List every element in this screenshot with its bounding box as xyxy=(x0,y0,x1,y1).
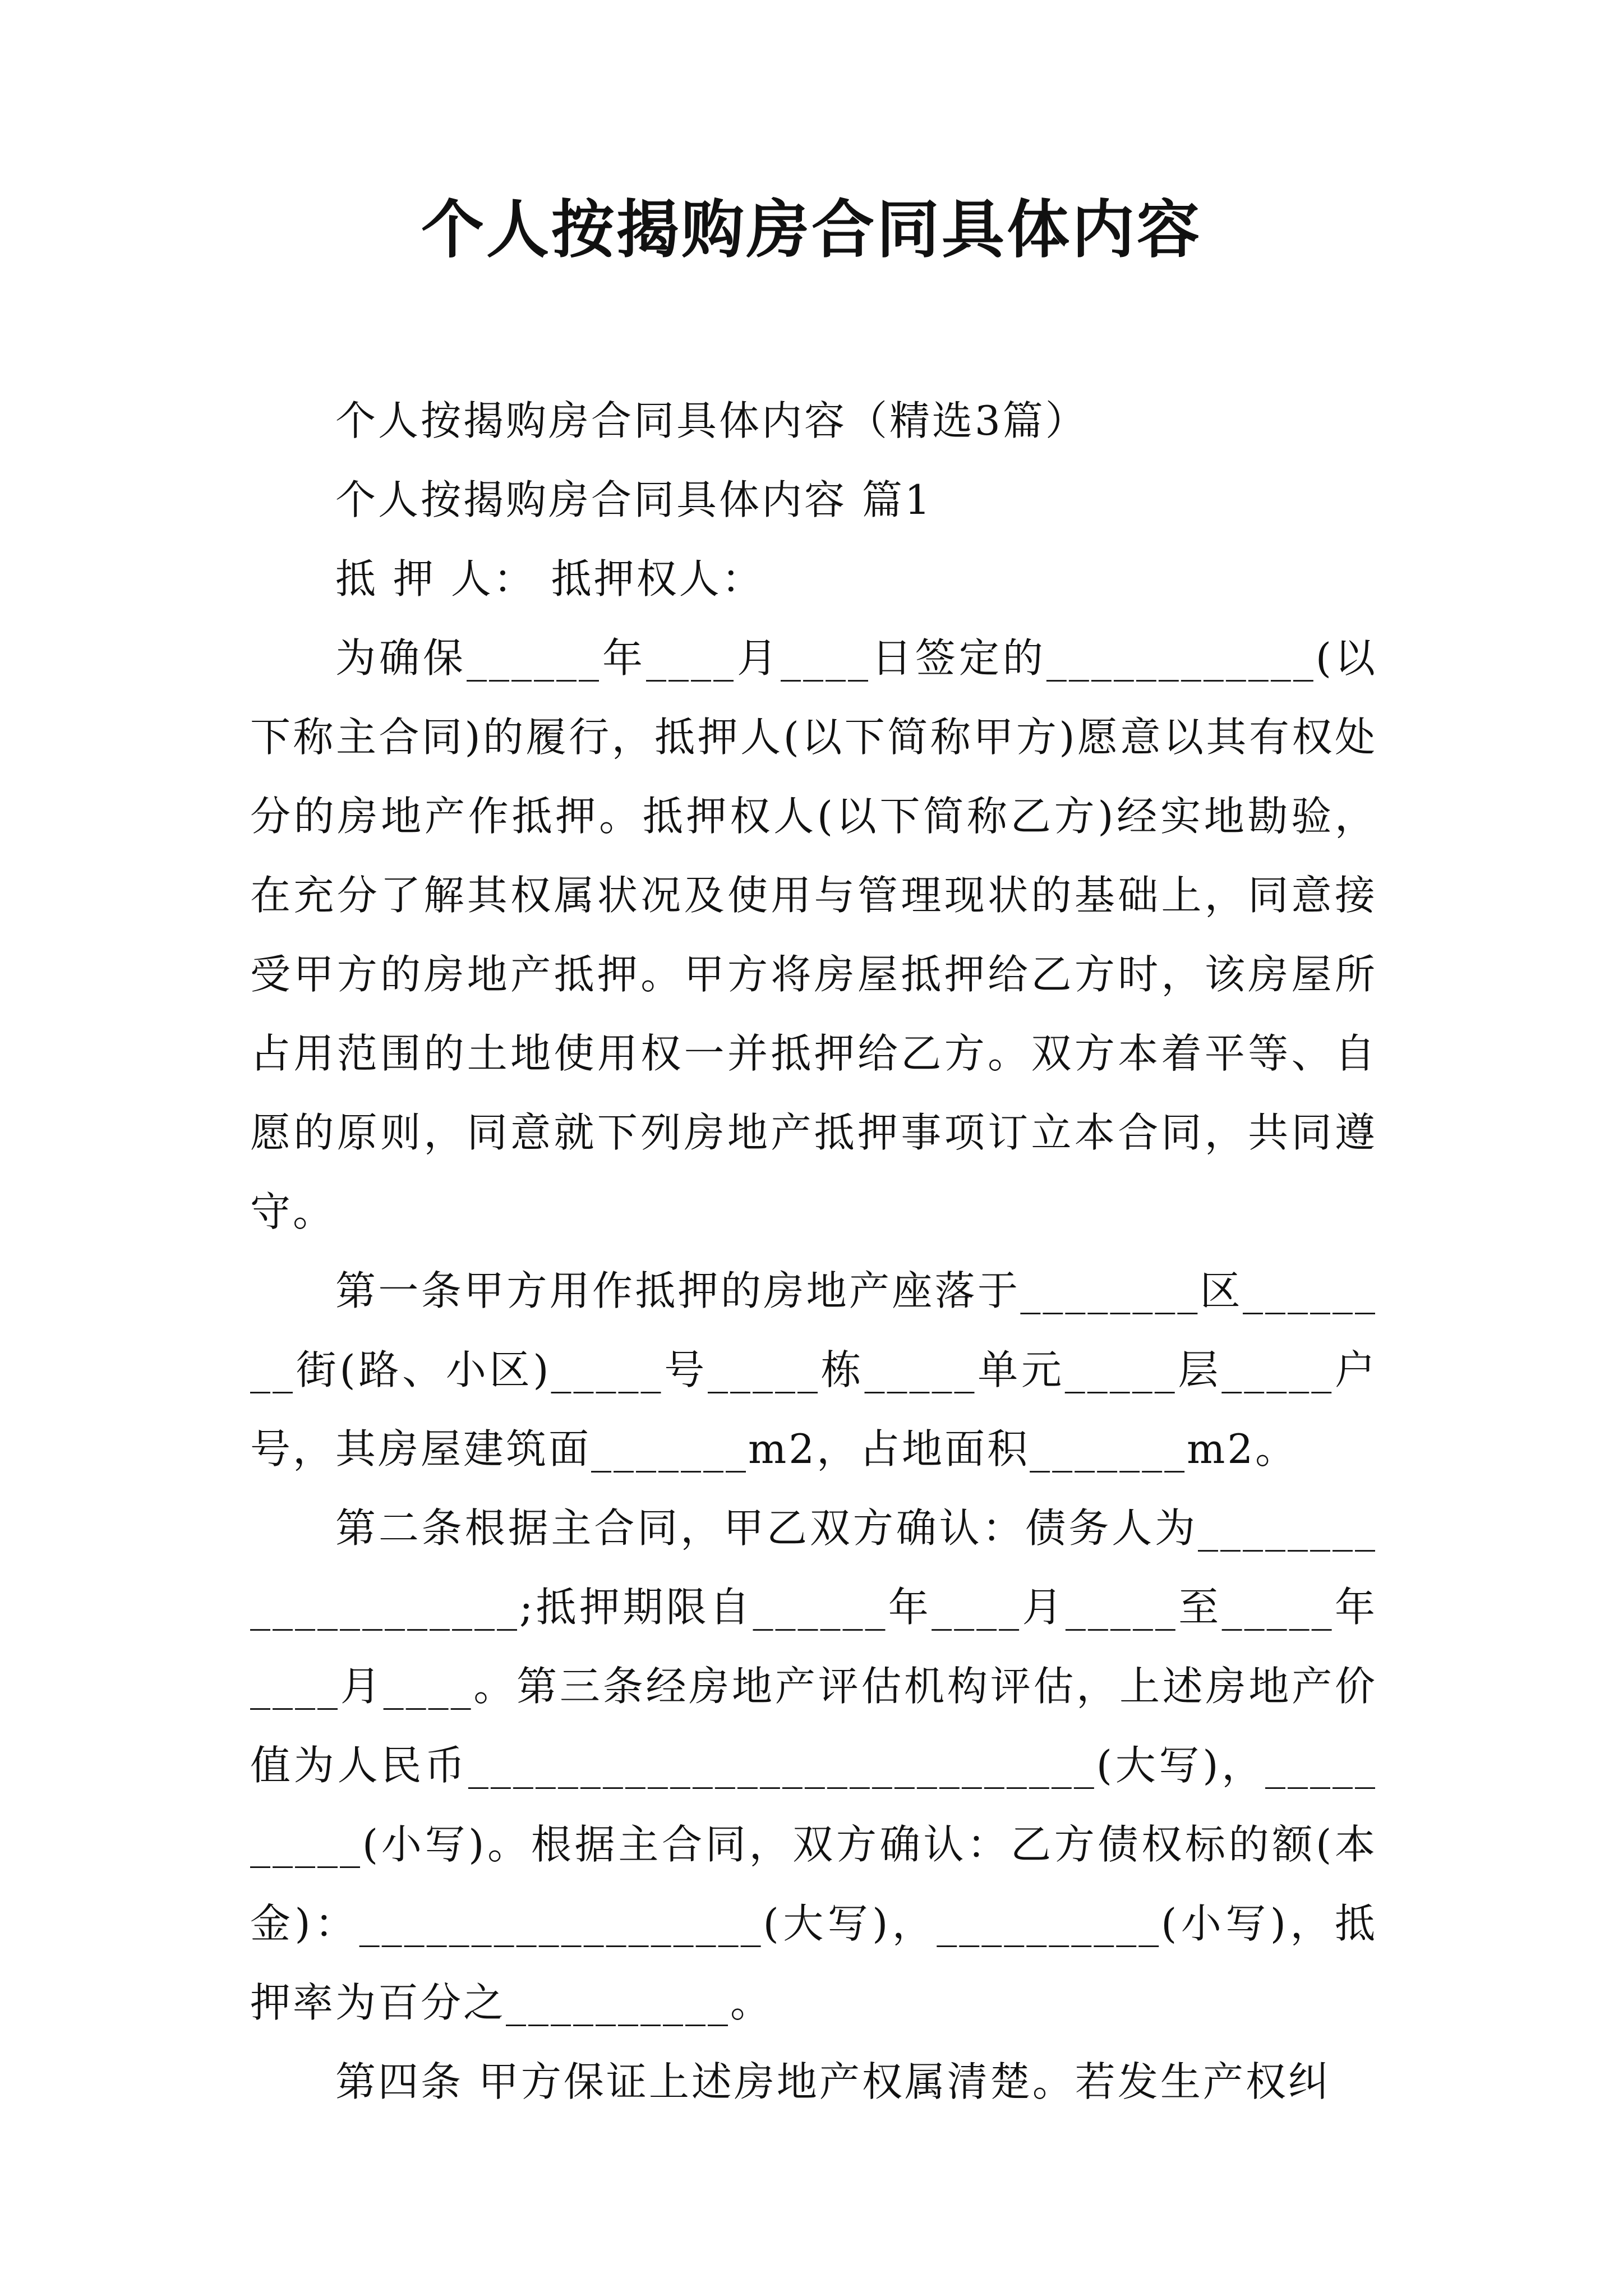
paragraph-section-heading: 个人按揭购房合同具体内容 篇1 xyxy=(335,476,933,523)
paragraph-article-4: 第四条 甲方保证上述房地产权属清楚。若发生产权纠 xyxy=(335,2058,1331,2105)
paragraph-article-1: 第一条甲方用作抵押的房地产座落于________区________街(路、小区)_____号_____栋_____单元_____层_____户号，其房屋建筑面_______m2，占地面积_______m2。 xyxy=(250,1267,1377,1473)
paragraph-preamble: 为确保______年____月____日签定的____________(以下称主合同)的履行，抵押人(以下简称甲方)愿意以其有权处分的房地产作抵押。抵押权人(以下简称乙方)经实地勘验，在充分了解其权属状况及使用与管理现状的基础上，同意接受甲方的房地产抵押。甲方将房屋抵押给乙方时，该房屋所占用范围的土地使用权一并抵押给乙方。双方本着平等、自愿的原则，同意就下列房地产抵押事项订立本合同，共同遵守。 xyxy=(250,634,1377,1235)
paragraph-parties: 抵 押 人： 抵押权人： xyxy=(335,555,764,602)
paragraph-subtitle: 个人按揭购房合同具体内容（精选3篇） xyxy=(335,397,1088,444)
document-body xyxy=(250,381,1377,2122)
document-title: 个人按揭购房合同具体内容 xyxy=(421,193,1202,266)
paragraph-article-2-3: 第二条根据主合同，甲乙双方确认：债务人为____________________;抵押期限自______年____月_____至_____年____月____。第三条经房地产评估机构评估，上述房地产价值为人民币____________________________(大写)，__________(小写)。根据主合同，双方确认：乙方债权标的额(本金)：__________________(大写)，__________(小写)，抵押率为百分之__________。 xyxy=(250,1504,1377,2026)
